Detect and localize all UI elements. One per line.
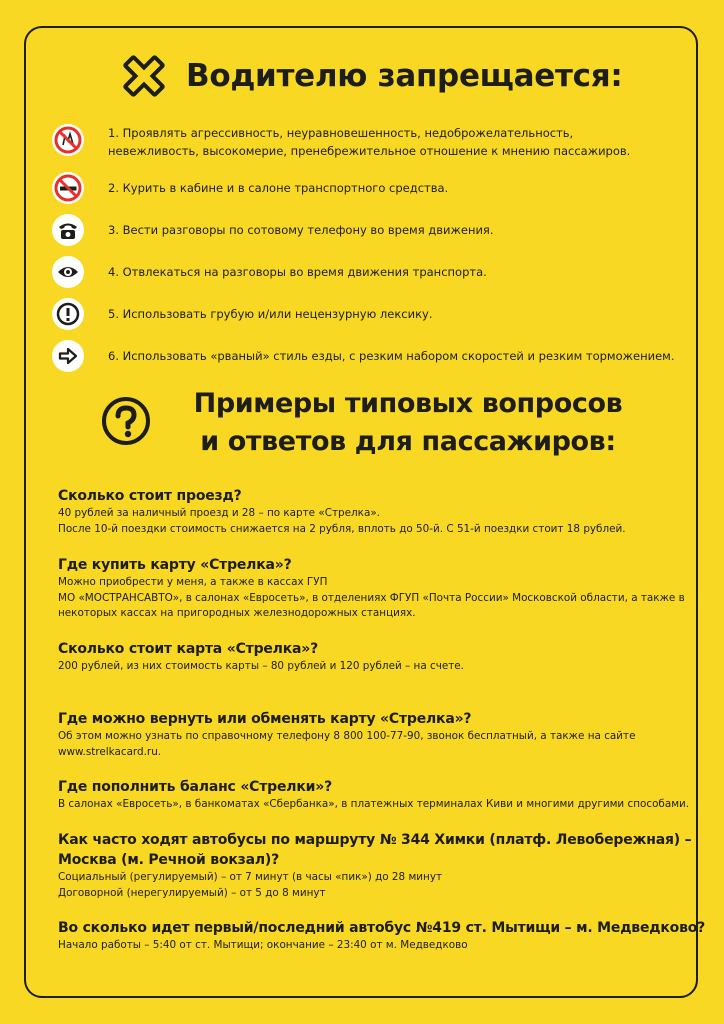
faq-question-line2: Москва (м. Речной вокзал)?	[58, 852, 280, 868]
faq-question: Сколько стоит проезд?	[58, 488, 242, 504]
rule-item	[52, 214, 688, 246]
faq-item	[58, 830, 692, 901]
rule-item	[52, 256, 688, 288]
rule-text: 2. Курить в кабине и в салоне транспортного средства.	[108, 181, 449, 195]
rule-item	[52, 124, 688, 160]
faq-answer-line: 40 рублей за наличный проезд и 28 – по карте «Стрелка».	[58, 507, 380, 519]
faq-question: Как часто ходят автобусы по маршруту № 344 Химки (платф. Левобережная) –	[58, 832, 692, 848]
rule-text: 5. Использовать грубую и/или нецензурную лексику.	[108, 307, 433, 321]
faq-question: Где можно вернуть или обменять карту «Стрелка»?	[58, 711, 472, 727]
faq-answer-line: www.strelkacard.ru.	[58, 745, 162, 758]
arrow-right-icon	[52, 340, 84, 372]
faq-answer-line: 200 рублей, из них стоимость карты – 80 рублей и 120 рублей – на счете.	[58, 660, 464, 672]
rule-text: 3. Вести разговоры по сотовому телефону во время движения.	[108, 223, 494, 237]
faq-answer-line: Об этом можно узнать по справочному телефону 8 800 100-77-90, звонок бесплатный, а также на сайте	[58, 730, 636, 742]
faq-item	[58, 639, 678, 675]
aggression-prohibited-icon	[52, 124, 84, 156]
faq-title-line1: Примеры типовых вопросов	[193, 388, 623, 419]
rule-item	[52, 172, 688, 204]
faq-answer-line: Договорной (нерегулируемый) – от 5 до 8 минут	[58, 886, 326, 899]
faq-answer-line: В салонах «Евросеть», в банкоматах «Сбербанка», в платежных терминалах Киви и многими другими способами.	[58, 798, 690, 810]
faq-question: Где пополнить баланс «Стрелки»?	[58, 779, 333, 795]
rule-text: 6. Использовать «рваный» стиль езды, с резким набором скоростей и резким торможением.	[108, 349, 675, 363]
faq-answer-line: МО «МОСТРАНСАВТО», в салонах «Евросеть», в отделениях ФГУП «Почта России» Московской области, а также в	[58, 591, 685, 604]
phone-icon	[52, 214, 84, 246]
faq-question: Где купить карту «Стрелка»?	[58, 557, 292, 573]
faq-item	[58, 777, 690, 813]
faq-answer-line: Начало работы – 5:40 от ст. Мытищи; окончание – 23:40 от м. Медведково	[58, 939, 468, 951]
faq-question: Сколько стоит карта «Стрелка»?	[58, 641, 319, 657]
no-smoking-icon	[52, 172, 84, 204]
faq-item	[58, 709, 678, 760]
faq-answer-line: После 10-й поездки стоимость снижается на 2 рубля, вплоть до 50-й. С 51-й поездки стоит 18 рублей.	[58, 522, 626, 535]
rule-text: 4. Отвлекаться на разговоры во время движения транспорта.	[108, 265, 487, 279]
faq-title-line2: и ответов для пассажиров:	[200, 426, 616, 457]
prohibited-header	[118, 50, 622, 102]
faq-item	[58, 555, 685, 622]
rule-item	[52, 340, 688, 372]
warning-icon	[52, 298, 84, 330]
cross-icon	[118, 50, 170, 102]
faq-question: Во сколько идет первый/последний автобус №419 ст. Мытищи – м. Медведково?	[58, 920, 706, 936]
faq-item	[58, 486, 678, 537]
faq-answer-line: Можно приобрести у меня, а также в кассах ГУП	[58, 576, 328, 588]
faq-answer-line: некоторых кассах на пригородных железнодорожных станциях.	[58, 607, 416, 619]
faq-answer-line: Социальный (регулируемый) – от 7 минут (в часы «пик») до 28 минут	[58, 871, 443, 883]
question-icon	[100, 395, 152, 447]
rule-item	[52, 298, 688, 330]
faq-title	[158, 385, 658, 461]
eye-icon	[52, 256, 84, 288]
rule-text: 1. Проявлять агрессивность, неуравновешенность, недоброжелательность, невежливость, высокомерие, пренебрежительное отношение к мнению пассажиров.	[108, 126, 631, 158]
prohibited-title: Водителю запрещается:	[186, 58, 623, 94]
faq-item	[58, 918, 706, 954]
